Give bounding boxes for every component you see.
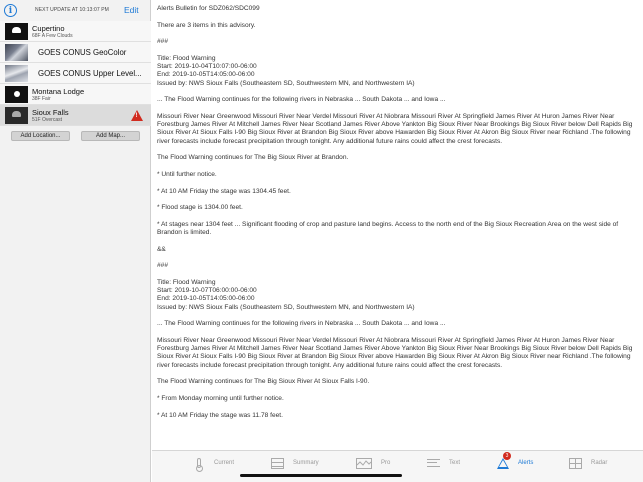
tab-summary[interactable] — [271, 456, 319, 470]
satellite-thumbnail — [5, 44, 28, 61]
bulletin-text — [157, 5, 638, 420]
location-name: Cupertino — [32, 24, 65, 33]
info-icon[interactable]: i — [4, 4, 17, 17]
bulletin-paragraph: Title: Flood Warning Start: 2019-10-04T10:07:00-06:00 End: 2019-10-05T14:05:00-06:00 Issued by: NWS Sioux Falls (Southeastern SD, Southwestern MN, and Northwestern IA) — [157, 54, 415, 87]
location-conditions: 68F A Few Clouds — [32, 33, 73, 39]
tab-radar[interactable] — [569, 456, 607, 470]
tab-text[interactable] — [427, 456, 460, 470]
tab-current[interactable] — [192, 456, 234, 470]
sidebar-buttons — [0, 131, 151, 147]
tab-label: Summary — [293, 460, 319, 466]
location-name: GOES CONUS Upper Level... — [38, 69, 142, 78]
bulletin-paragraph: Title: Flood Warning Start: 2019-10-07T06:00:00-06:00 End: 2019-10-05T14:05:00-06:00 Issued by: NWS Sioux Falls (Southeastern SD, Southwestern MN, and Northwestern IA) — [157, 278, 415, 311]
location-name: GOES CONUS GeoColor — [38, 48, 127, 57]
bulletin-paragraph: ... The Flood Warning continues for the following rivers in Nebraska ... South Dakota ... and Iowa ... — [157, 96, 446, 104]
location-conditions: 51F Overcast — [32, 117, 63, 123]
location-item-montana-lodge[interactable] — [0, 84, 151, 105]
tab-alerts[interactable] — [497, 456, 533, 470]
add-map-button[interactable]: Add Map... — [81, 131, 140, 141]
bulletin-paragraph: ### — [157, 262, 169, 270]
tab-label: Current — [214, 460, 235, 466]
bulletin-paragraph: * From Monday morning until further notice. — [157, 394, 284, 402]
satellite-thumbnail — [5, 65, 28, 82]
bulletin-paragraph: * Flood stage is 1304.00 feet. — [157, 204, 243, 212]
tab-label: Pro — [381, 460, 391, 466]
alert-warning-icon[interactable]: ! — [131, 110, 143, 121]
radar-map-icon — [569, 458, 582, 469]
location-item-cupertino[interactable] — [0, 21, 151, 42]
sidebar — [0, 0, 151, 482]
add-location-button[interactable]: Add Location... — [11, 131, 70, 141]
alerts-count-badge: 3 — [503, 452, 511, 460]
pro-graph-icon — [356, 458, 372, 469]
location-thumbnail — [5, 23, 28, 40]
bulletin-paragraph: Missouri River Near Greenwood Missouri River Near Verdel Missouri River At Niobrara Missouri River At Springfield James River At Huron James River Near Forestburg James River At Mitchell James River Near Scotland James River Above Yankton Big Sioux River Near Brookings Big Sioux River below Dell Rapids Big Sioux River At Sioux Falls I-90 Big Sioux River at Brandon Big Sioux River above Hawarden Big Sioux River At Akron Big Sioux River near Richland .The following river forecasts include forecast precipitation through tonight. Any additional future rains could affect the crest forecasts. — [157, 112, 635, 145]
last-update-text: NEXT UPDATE AT 10:13:07 PM — [35, 7, 109, 13]
tab-pro[interactable] — [356, 456, 390, 470]
bulletin-paragraph: The Flood Warning continues for The Big Sioux River At Sioux Falls I-90. — [157, 378, 370, 386]
bulletin-paragraph: There are 3 items in this advisory. — [157, 21, 256, 29]
cloud-icon — [12, 111, 21, 117]
bulletin-paragraph: * At 10 AM Friday the stage was 1304.45 feet. — [157, 187, 291, 195]
bulletin-paragraph: * Until further notice. — [157, 170, 217, 178]
bulletin-paragraph: && — [157, 245, 166, 253]
tab-label: Text — [449, 460, 461, 466]
home-indicator[interactable] — [240, 474, 402, 477]
location-name: Sioux Falls — [32, 108, 69, 117]
moon-icon — [14, 91, 20, 97]
bulletin-paragraph: * At 10 AM Friday the stage was 11.78 feet. — [157, 411, 283, 419]
bulletin-paragraph: The Flood Warning continues for The Big Sioux River at Brandon. — [157, 154, 349, 162]
edit-button[interactable]: Edit — [124, 5, 139, 15]
location-thumbnail — [5, 107, 28, 124]
text-lines-icon — [427, 458, 440, 469]
bulletin-paragraph: ### — [157, 38, 169, 46]
location-conditions: 38F Fair — [32, 96, 51, 102]
cloud-icon — [12, 27, 21, 33]
alerts-bulletin-panel[interactable] — [152, 0, 643, 450]
location-item-goes-geocolor[interactable] — [0, 42, 151, 63]
bulletin-paragraph: Missouri River Near Greenwood Missouri River Near Verdel Missouri River At Niobrara Missouri River At Springfield James River At Huron James River Near Forestburg James River At Mitchell James River Near Scotland James River Above Yankton Big Sioux River Near Brookings Big Sioux River below Dell Rapids Big Sioux River At Sioux Falls I-90 Big Sioux River at Brandon Big Sioux River above Hawarden Big Sioux River At Akron Big Sioux River near Richland .The following river forecasts include forecast precipitation through tonight. Any additional future rains could affect the crest forecasts. — [157, 336, 635, 369]
thermometer-icon — [192, 458, 205, 469]
tab-bar — [152, 450, 643, 482]
location-list — [0, 21, 151, 126]
bulletin-paragraph: Alerts Bulletin for SDZ062/SDC099 — [157, 5, 260, 12]
sidebar-header — [0, 0, 150, 21]
tab-label: Alerts — [518, 460, 534, 466]
location-item-goes-upper-level[interactable] — [0, 63, 151, 84]
bulletin-paragraph: * At stages near 1304 feet ... Significant flooding of crop and pasture land begins. Access to the north end of the Big Sioux Recreation Area on the west side of Brandon is limited. — [157, 220, 620, 237]
location-thumbnail — [5, 86, 28, 103]
location-name: Montana Lodge — [32, 87, 85, 96]
tab-label: Radar — [591, 460, 608, 466]
location-item-sioux-falls[interactable] — [0, 105, 151, 126]
bulletin-paragraph: ... The Flood Warning continues for the following rivers in Nebraska ... South Dakota ... and Iowa ... — [157, 320, 446, 328]
summary-grid-icon — [271, 458, 284, 469]
